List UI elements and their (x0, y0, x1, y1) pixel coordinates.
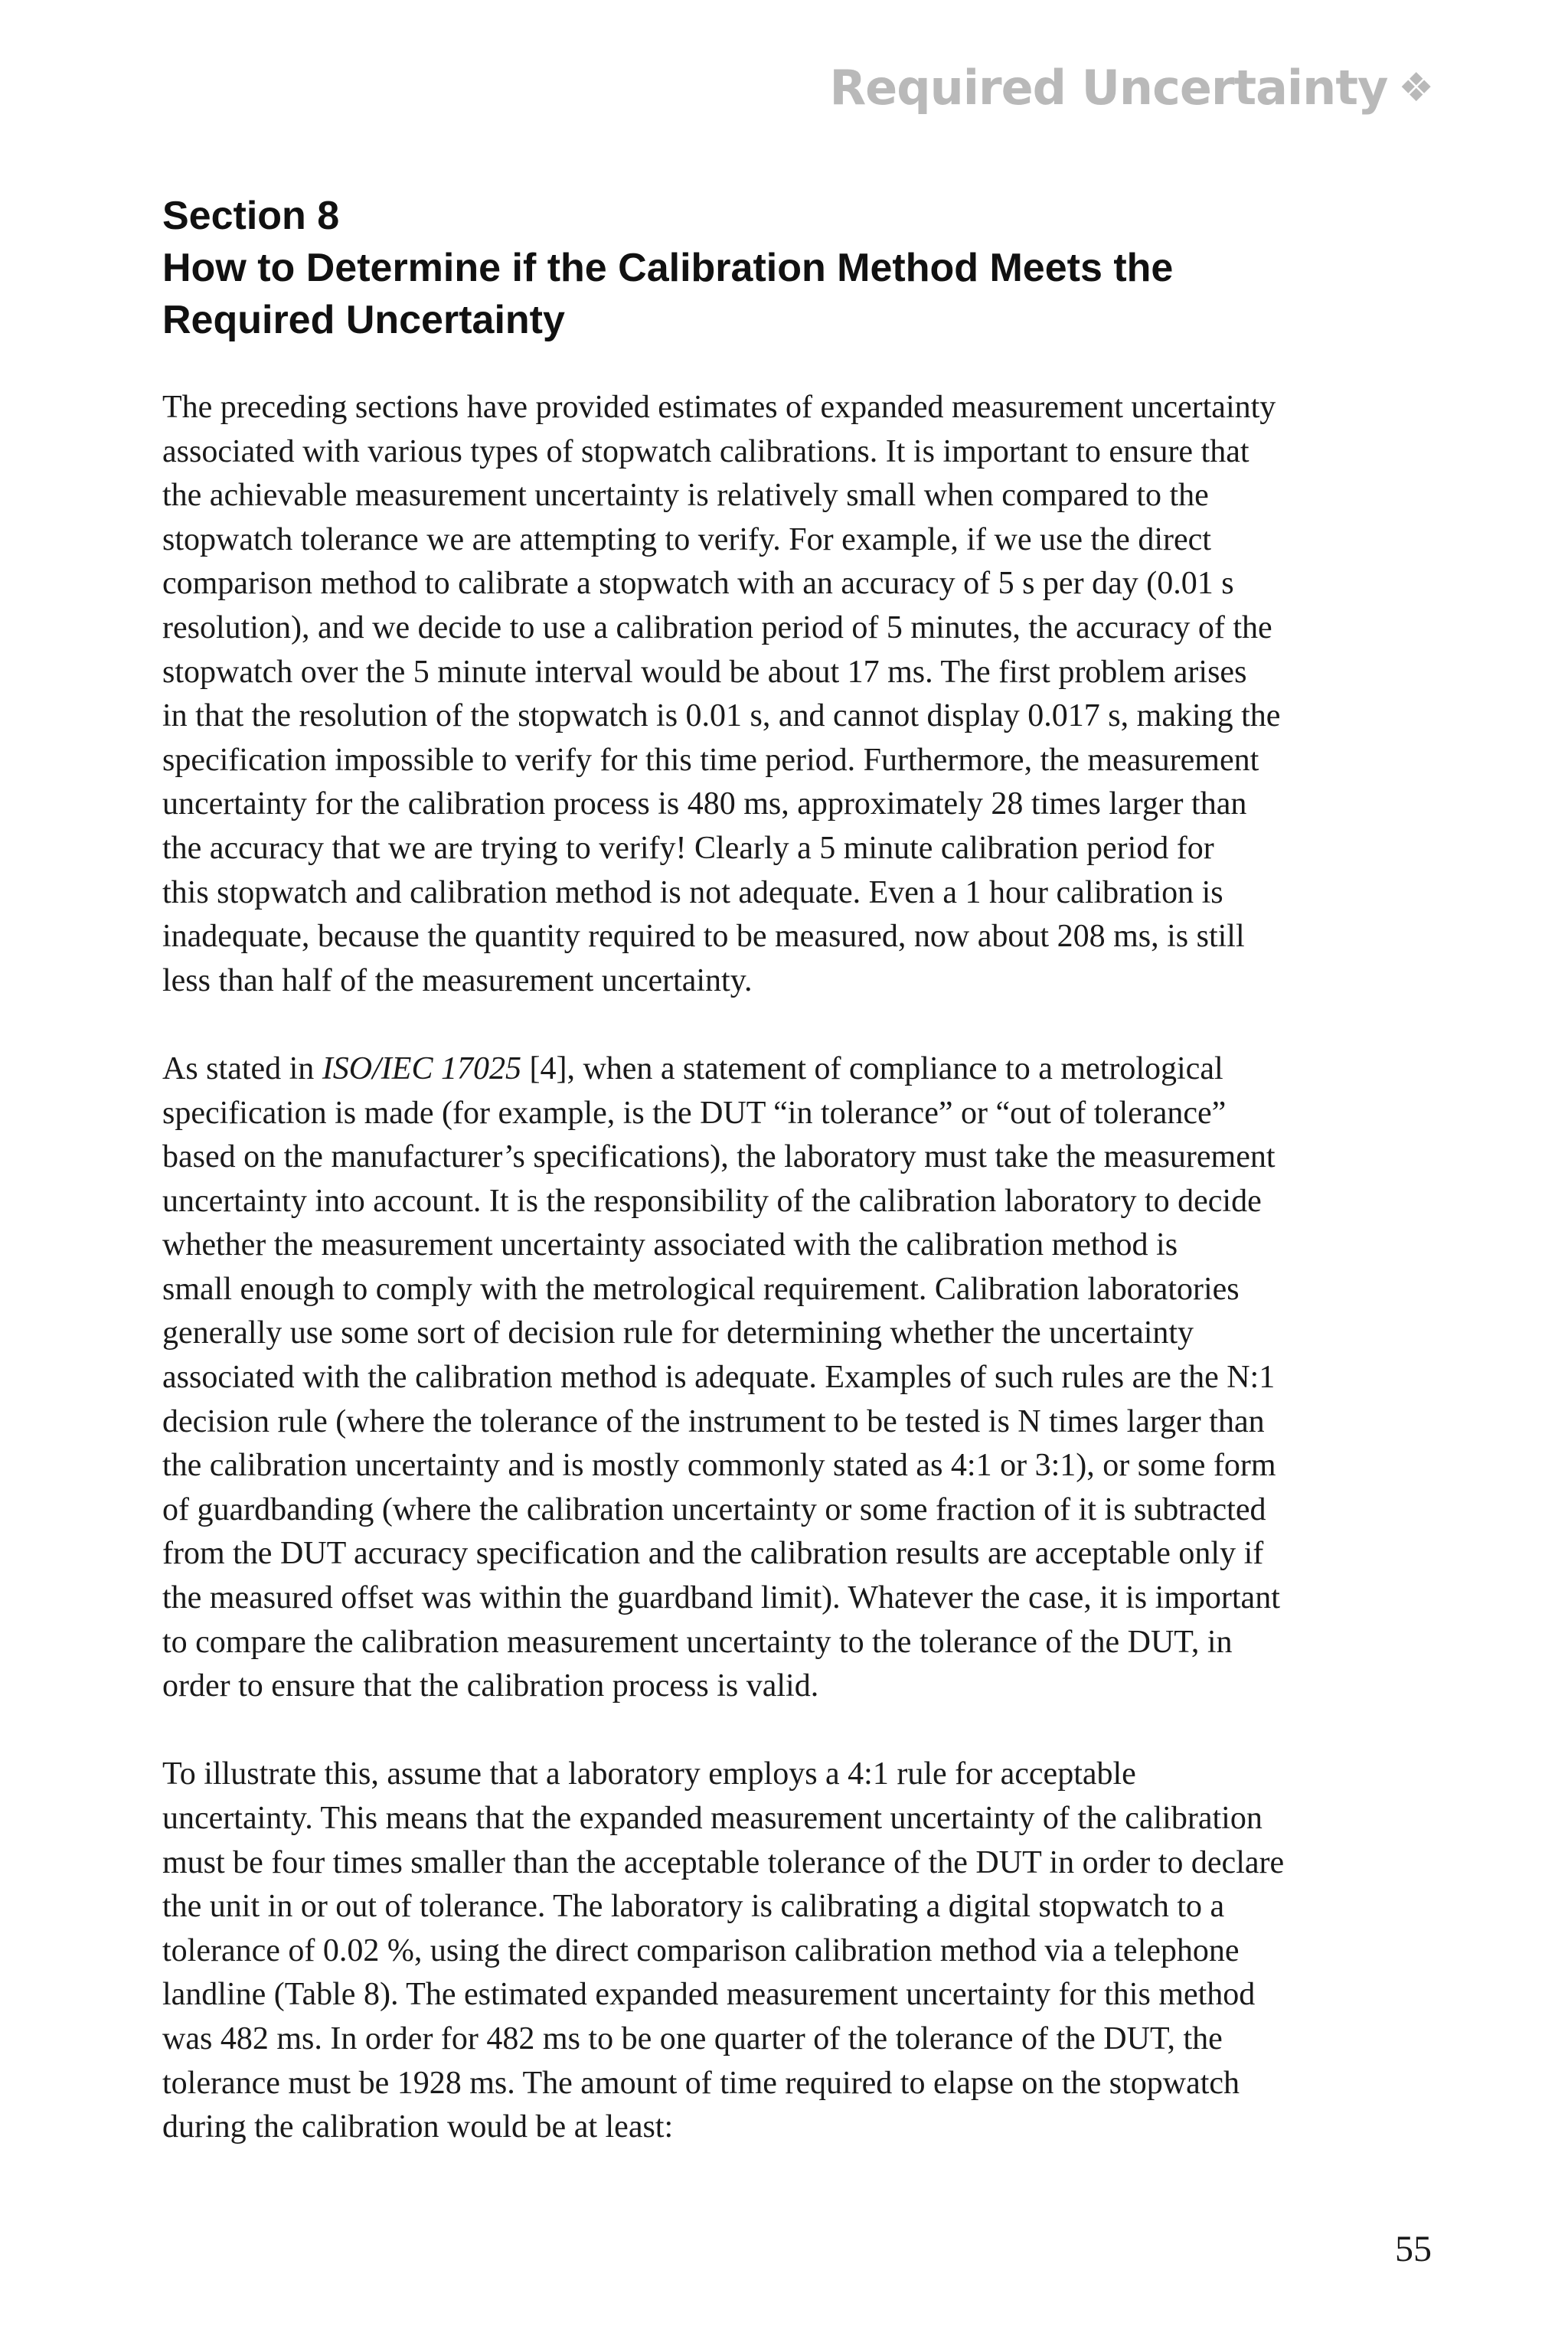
text-line (162, 1047, 1449, 1092)
body-text (162, 386, 1449, 2194)
text-line: tolerance must be 1928 ms. The amount of time required to elapse on the stopwatch (162, 2065, 1240, 2101)
text-line: was 482 ms. In order for 482 ms to be one quarter of the tolerance of the DUT, the (162, 2020, 1223, 2056)
running-header (829, 60, 1433, 116)
text-segment: As stated in (162, 1050, 322, 1086)
text-line: comparison method to calibrate a stopwatch with an accuracy of 5 s per day (0.01 s (162, 566, 1234, 602)
page-number: 55 (1395, 2229, 1432, 2269)
text-line: to compare the calibration measurement uncertainty to the tolerance of the DUT, in (162, 1624, 1233, 1660)
section-title-line: Required Uncertainty (162, 298, 565, 342)
text-line: The preceding sections have provided estimates of expanded measurement uncertainty (162, 390, 1276, 425)
text-line: order to ensure that the calibration process is valid. (162, 1668, 819, 1704)
text-line: during the calibration would be at least: (162, 2109, 674, 2145)
text-line: resolution), and we decide to use a calibration period of 5 minutes, the accuracy of the (162, 609, 1272, 645)
standard-citation: ISO/IEC 17025 (322, 1050, 521, 1086)
running-header-title: Required Uncertainty (829, 60, 1388, 116)
text-line: associated with the calibration method is adequate. Examples of such rules are the N:1 (162, 1360, 1276, 1396)
text-line: To illustrate this, assume that a laboratory employs a 4:1 rule for acceptable (162, 1756, 1136, 1792)
text-line: inadequate, because the quantity required to be measured, now about 208 ms, is still (162, 919, 1245, 955)
text-line: less than half of the measurement uncertainty. (162, 962, 753, 998)
text-line: associated with various types of stopwatch calibrations. It is important to ensure that (162, 433, 1250, 469)
text-line: small enough to comply with the metrological requirement. Calibration laboratories (162, 1271, 1240, 1307)
text-line: the accuracy that we are trying to verify! Clearly a 5 minute calibration period for (162, 830, 1214, 866)
text-line: whether the measurement uncertainty associated with the calibration method is (162, 1227, 1178, 1263)
text-line: the calibration uncertainty and is mostly commonly stated as 4:1 or 3:1), or some form (162, 1448, 1276, 1484)
text-line: landline (Table 8). The estimated expanded measurement uncertainty for this method (162, 1977, 1256, 2013)
paragraph-1 (162, 386, 1449, 1003)
text-segment: [4], when a statement of compliance to a metrological (521, 1050, 1223, 1086)
text-line: the unit in or out of tolerance. The laboratory is calibrating a digital stopwatch to a (162, 1889, 1225, 1925)
diamond-ornament-icon: ❖ (1398, 65, 1433, 111)
text-line: of guardbanding (where the calibration uncertainty or some fraction of it is subtracted (162, 1491, 1266, 1527)
paragraph-3 (162, 1753, 1449, 2149)
text-line: must be four times smaller than the acceptable tolerance of the DUT in order to declare (162, 1844, 1285, 1880)
section-title-line: How to Determine if the Calibration Method Meets the (162, 246, 1174, 290)
text-line: tolerance of 0.02 %, using the direct comparison calibration method via a telephone (162, 1932, 1240, 1968)
text-line: uncertainty for the calibration process is 480 ms, approximately 28 times larger than (162, 786, 1247, 822)
text-line: based on the manufacturer’s specifications), the laboratory must take the measurement (162, 1139, 1276, 1175)
text-line: from the DUT accuracy specification and the calibration results are acceptable only if (162, 1536, 1264, 1572)
text-line: the achievable measurement uncertainty is relatively small when compared to the (162, 478, 1209, 514)
text-line: specification is made (for example, is the DUT “in tolerance” or “out of tolerance” (162, 1095, 1227, 1131)
text-line: uncertainty into account. It is the responsibility of the calibration laboratory to decide (162, 1183, 1262, 1219)
text-line: specification impossible to verify for this time period. Furthermore, the measurement (162, 742, 1259, 778)
text-line: stopwatch over the 5 minute interval would be about 17 ms. The first problem arises (162, 654, 1247, 690)
text-line: in that the resolution of the stopwatch is 0.01 s, and cannot display 0.017 s, making the (162, 698, 1281, 734)
section-heading (162, 190, 1433, 346)
text-line: uncertainty. This means that the expanded measurement uncertainty of the calibration (162, 1801, 1263, 1836)
text-line: the measured offset was within the guardband limit). Whatever the case, it is important (162, 1580, 1280, 1616)
text-line: decision rule (where the tolerance of the instrument to be tested is N times larger than (162, 1403, 1265, 1439)
text-line: generally use some sort of decision rule for determining whether the uncertainty (162, 1315, 1194, 1351)
section-label: Section 8 (162, 194, 340, 238)
text-line: this stopwatch and calibration method is not adequate. Even a 1 hour calibration is (162, 874, 1223, 910)
text-line: stopwatch tolerance we are attempting to verify. For example, if we use the direct (162, 521, 1211, 557)
paragraph-2 (162, 1047, 1449, 1709)
